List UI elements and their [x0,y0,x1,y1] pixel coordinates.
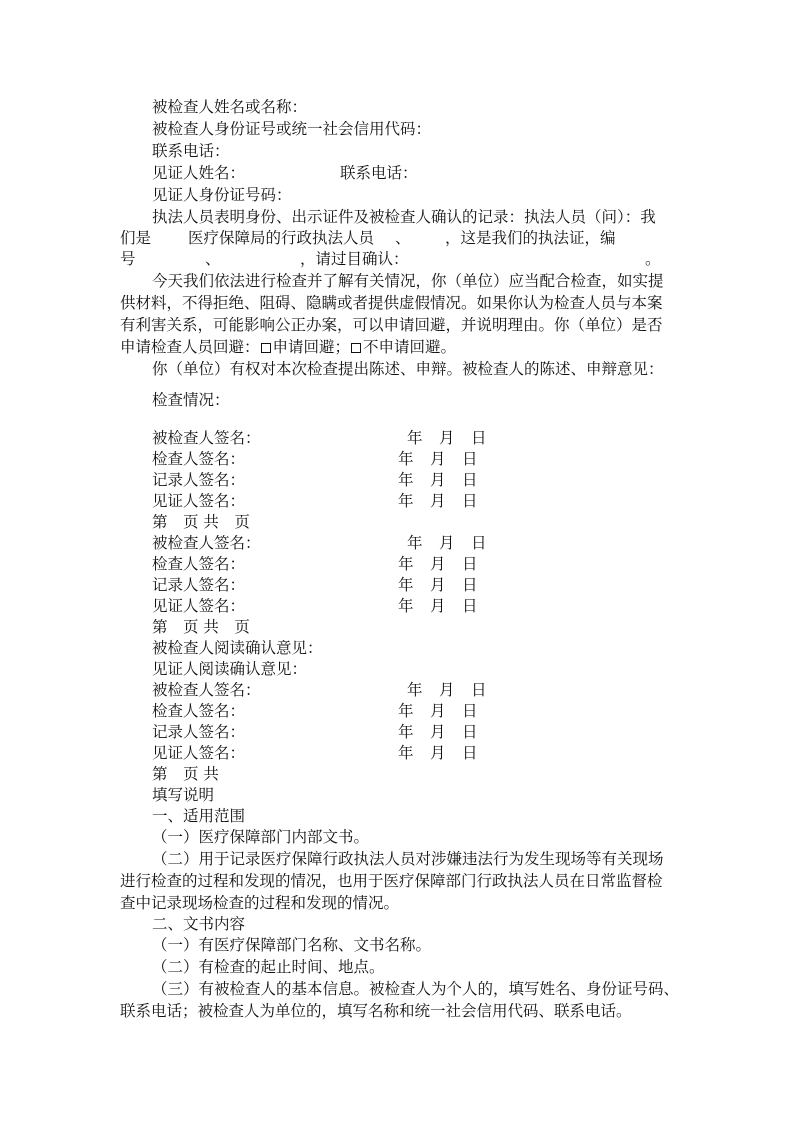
sign-day: 日 [471,534,487,552]
sign-month: 月 [430,471,446,489]
sign-year: 年 [407,429,423,447]
page-mark: 第 页 共 [152,765,219,783]
record-text: 医疗保障局的行政执法人员 [188,229,375,247]
sign-day: 日 [462,450,478,468]
record-text: ，请过目确认： [300,250,409,268]
record-text: 、 [395,229,411,247]
witness-name-label: 见证人姓名： [152,164,246,182]
sign-day: 日 [462,597,478,615]
sign-year: 年 [398,702,414,720]
inspection-label: 检查情况： [152,391,230,409]
witness-phone-label: 联系电话： [340,164,418,182]
sign-witness-label: 见证人签名： [152,492,246,510]
no-recusal-checkbox[interactable] [351,343,361,353]
record-text: 们是 [120,229,152,247]
sign-month: 月 [430,744,446,762]
instructions-title: 填写说明 [152,786,215,804]
sign-year: 年 [398,492,414,510]
record-line: 执法人员表明身份、出示证件及被检查人确认的记录：执法人员（问）：我 [152,208,656,226]
sign-day: 日 [462,492,478,510]
record-text: 。 [645,250,661,268]
statement-label: 你（单位）有权对本次检查提出陈述、申辩。被检查人的陈述、申辩意见： [152,360,664,378]
recusal-line [120,337,456,357]
sign-inspected-label: 被检查人签名： [152,534,261,552]
sign-month: 月 [430,450,446,468]
instruction-item: （三）有被检查人的基本信息。被检查人为个人的，填写姓名、身份证号码、 [152,980,680,998]
notice-line: 供材料，不得拒绝、阻碍、隐瞒或者提供虚假情况。如果你认为检查人员与本案 [120,294,663,312]
sign-recorder-label: 记录人签名： [152,471,246,489]
sign-month: 月 [430,723,446,741]
sign-month: 月 [430,492,446,510]
sign-witness-label: 见证人签名： [152,597,246,615]
instruction-item: 联系电话；被检查人为单位的，填写名称和统一社会信用代码、联系电话。 [120,1002,632,1020]
section-heading: 二、文书内容 [152,915,246,933]
instruction-item: （二）用于记录医疗保障行政执法人员对涉嫌违法行为发生现场等有关现场 [152,850,664,868]
confirm-inspected-label: 被检查人阅读确认意见： [152,639,323,657]
sign-month: 月 [439,534,455,552]
sign-day: 日 [462,702,478,720]
sign-year: 年 [398,576,414,594]
sign-inspector-label: 检查人签名： [152,555,246,573]
record-text: 、 [205,250,221,268]
instruction-item: （二）有检查的起止时间、地点。 [152,958,385,976]
recusal-question: 申请检查人员回避： [120,338,260,356]
sign-recorder-label: 记录人签名： [152,723,246,741]
sign-inspected-label: 被检查人签名： [152,681,261,699]
sign-inspector-label: 检查人签名： [152,702,246,720]
no-recusal-label: 不申请回避。 [363,338,457,356]
sign-day: 日 [462,744,478,762]
sign-month: 月 [430,555,446,573]
inspected-id-label: 被检查人身份证号或统一社会信用代码： [152,120,432,138]
instruction-item: （一）有医疗保障部门名称、文书名称。 [152,936,432,954]
sign-year: 年 [407,534,423,552]
sign-month: 月 [430,702,446,720]
record-text: ，这是我们的执法证，编 [445,229,616,247]
sign-month: 月 [439,429,455,447]
sign-month: 月 [430,576,446,594]
notice-line: 今天我们依法进行检查并了解有关情况，你（单位）应当配合检查，如实提 [152,272,664,290]
sign-year: 年 [398,555,414,573]
confirm-witness-label: 见证人阅读确认意见： [152,660,308,678]
sign-day: 日 [462,555,478,573]
sign-day: 日 [471,681,487,699]
apply-recusal-checkbox[interactable] [261,343,271,353]
sign-year: 年 [398,723,414,741]
page-mark: 第 页 共 页 [152,618,250,636]
sign-recorder-label: 记录人签名： [152,576,246,594]
record-text: 号 [120,250,136,268]
sign-year: 年 [407,681,423,699]
sign-year: 年 [398,471,414,489]
sign-year: 年 [398,597,414,615]
page-mark: 第 页 共 页 [152,513,250,531]
sign-day: 日 [462,471,478,489]
notice-line: 有利害关系，可能影响公正办案，可以申请回避，并说明理由。你（单位）是否 [120,316,663,334]
sign-day: 日 [462,723,478,741]
inspected-name-label: 被检查人姓名或名称： [152,98,308,116]
sign-year: 年 [398,450,414,468]
sign-inspector-label: 检查人签名： [152,450,246,468]
instruction-item: 进行检查的过程和发现的情况，也用于医疗保障部门行政执法人员在日常监督检 [120,872,663,890]
section-heading: 一、适用范围 [152,807,246,825]
witness-id-label: 见证人身份证号码： [152,186,292,204]
sign-month: 月 [430,597,446,615]
instruction-item: 查中记录现场检查的过程和发现的情况。 [120,894,400,912]
sign-day: 日 [471,429,487,447]
sign-year: 年 [398,744,414,762]
instruction-item: （一）医疗保障部门内部文书。 [152,828,370,846]
sign-month: 月 [439,681,455,699]
apply-recusal-label: 申请回避； [272,338,351,356]
sign-witness-label: 见证人签名： [152,744,246,762]
sign-day: 日 [462,576,478,594]
inspected-phone-label: 联系电话： [152,142,230,160]
sign-inspected-label: 被检查人签名： [152,429,261,447]
